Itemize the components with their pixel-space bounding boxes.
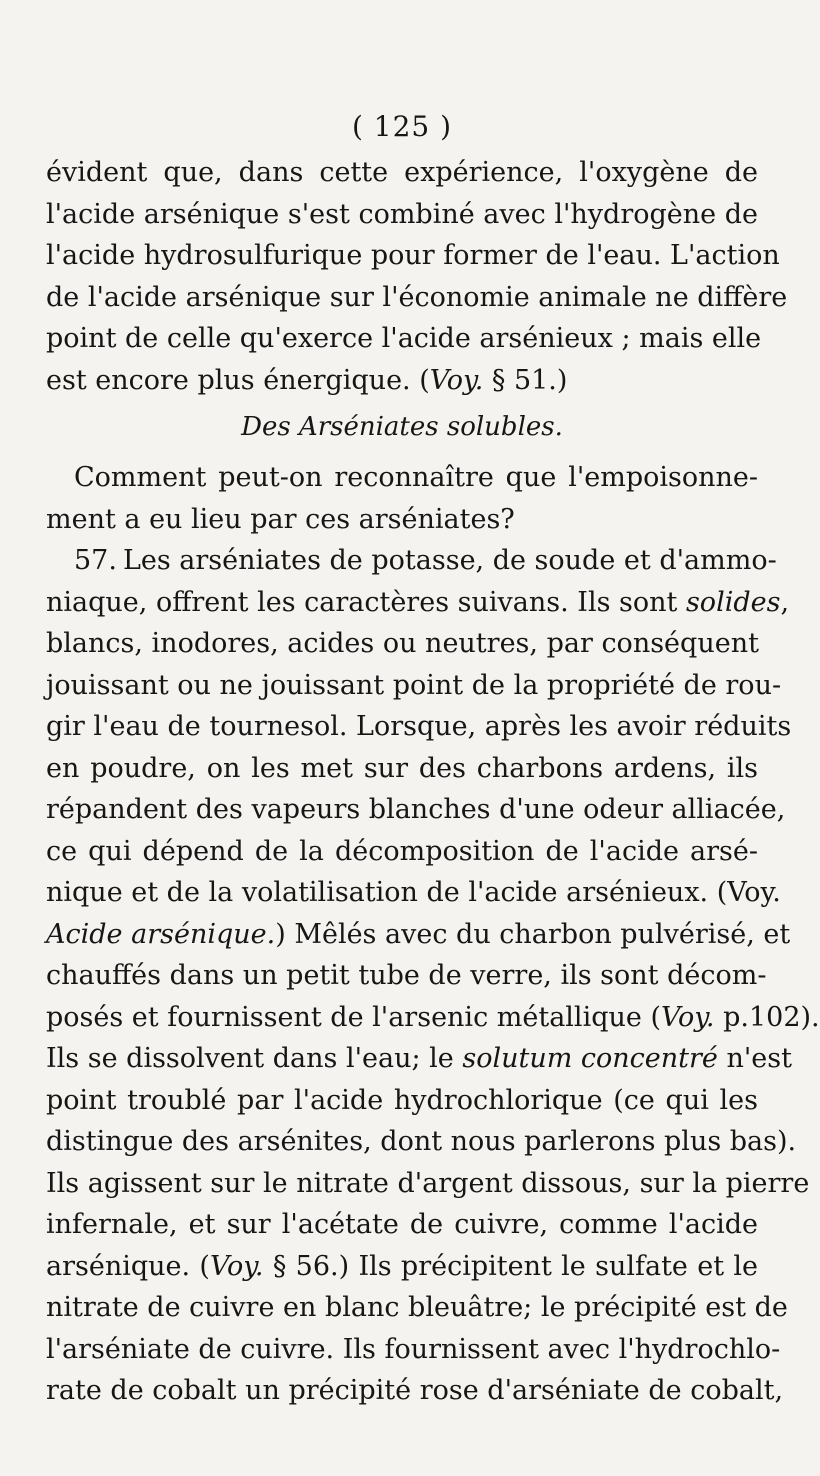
text-line: rate de cobalt un précipité rose d'arséniate de cobalt, [46, 1375, 784, 1406]
text-line: infernale, et sur l'acétate de cuivre, comme l'acide [46, 1209, 758, 1240]
text-fragment: § 51.) [483, 364, 568, 396]
text-line [46, 997, 820, 1039]
text-line [46, 1246, 758, 1288]
page-number: ( 125 ) [351, 110, 453, 143]
voy-reference: Voy. [209, 1250, 264, 1282]
text-line: l'acide hydrosulfurique pour former de l'eau. L'action [46, 240, 780, 271]
text-line: gir l'eau de tournesol. Lorsque, après les avoir réduits [46, 711, 792, 742]
text-line [46, 914, 791, 956]
section-number: 57. [74, 545, 117, 576]
text-line: l'acide arsénique s'est combiné avec l'hydrogène de [46, 198, 758, 230]
text-fragment: ) Mêlés avec du charbon pulvérisé, et [275, 918, 791, 950]
text-fragment: Les arséniates de potasse, de soude et d'ammo- [122, 545, 777, 576]
paragraph-continuation [46, 152, 788, 401]
text-line: chauffés dans un petit tube de verre, ils sont décom- [46, 960, 767, 991]
text-line: point de celle qu'exerce l'acide arsénieux ; mais elle [46, 323, 762, 354]
text-line: ce qui dépend de la décomposition de l'acide arsé- [46, 835, 758, 867]
voy-reference: Voy. [429, 364, 484, 396]
text-line [46, 582, 790, 624]
page-body [46, 152, 820, 1412]
text-line: Comment peut-on reconnaître que l'empoisonne- [74, 462, 758, 493]
text-line: jouissant ou ne jouissant point de la propriété de rou- [46, 669, 782, 701]
text-line: nitrate de cuivre en blanc bleuâtre; le précipité est de [46, 1292, 788, 1323]
text-line: blancs, inodores, acides ou neutres, par conséquent [46, 628, 759, 659]
text-line [46, 360, 758, 402]
text-fragment: § 56.) Ils précipitent le sulfate et le [263, 1250, 759, 1282]
text-line: répandent des vapeurs blanches d'une odeur alliacée, [46, 794, 786, 825]
text-fragment: est encore plus énergique. ( [46, 364, 430, 396]
text-line: distingue des arsénites, dont nous parlerons plus bas). [46, 1126, 797, 1157]
text-line: de l'acide arsénique sur l'économie animale ne diffère [46, 281, 788, 313]
text-fragment: Ils se dissolvent dans l'eau; le [46, 1043, 463, 1074]
section-57-paragraph [46, 540, 820, 1412]
text-line: en poudre, on les met sur des charbons ardens, ils [46, 752, 758, 784]
italic-term: solutum concentré [462, 1043, 718, 1074]
section-heading: Des Arséniates solubles. [241, 412, 563, 442]
text-line: Ils agissent sur le nitrate d'argent dissous, sur la pierre [46, 1167, 810, 1199]
text-line [46, 1038, 792, 1080]
text-fragment: p.102). [714, 1001, 820, 1033]
text-line: l'arséniate de cuivre. Ils fournissent avec l'hydrochlo- [46, 1333, 781, 1365]
text-line: ment a eu lieu par ces arséniates? [46, 503, 515, 535]
text-fragment: posés et fournissent de l'arsenic métallique ( [46, 1001, 661, 1033]
text-fragment: arsénique. ( [46, 1250, 210, 1282]
question-paragraph [46, 457, 758, 540]
text-line [46, 540, 777, 582]
text-line: point troublé par l'acide hydrochlorique (ce qui les [46, 1084, 758, 1116]
voy-reference: Voy. [660, 1001, 715, 1033]
text-line: évident que, dans cette expérience, l'oxygène de [46, 157, 758, 188]
text-fragment: n'est [717, 1043, 792, 1074]
text-line: nique et de la volatilisation de l'acide arsénieux. (Voy. [46, 877, 781, 908]
italic-term: Acide arsénique. [46, 918, 276, 950]
text-fragment: , [780, 586, 790, 618]
text-fragment: niaque, offrent les caractères suivans. Ils sont [46, 586, 686, 618]
italic-term: solides [685, 586, 781, 618]
